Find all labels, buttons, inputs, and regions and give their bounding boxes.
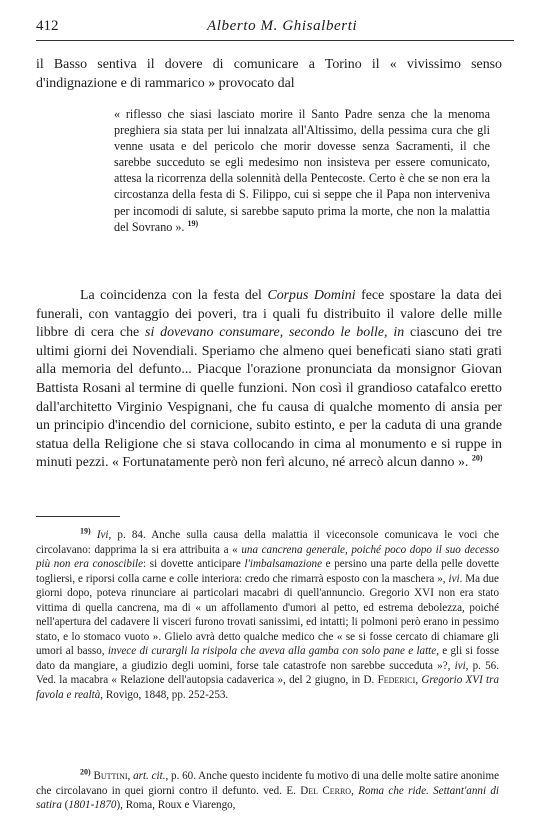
text-run: ), Roma, Roux e Viarengo, xyxy=(116,799,236,812)
opening-paragraph: il Basso sentiva il dovere di comunicare a Torino il « vivissimo senso d'indignazione e di rammarico » provocato dal xyxy=(36,57,502,91)
text-run: : si dovette anticipare xyxy=(143,558,245,571)
main-paragraph xyxy=(36,287,502,473)
running-head: Alberto M. Ghisalberti xyxy=(207,18,358,34)
quote-text: « riflesso che siasi lasciato morire il Santo Padre senza che la menoma preghiera sia stata per lui innalzata all'Altissimo, della pessima cura che gli venne usata e del pericolo che morir dovesse senza Sacramenti, il che sarebbe succeduto se egli medesimo non insisteva per essere comunicato, attesa la ricorrenza della solennità della Pentecoste. Certo è che se non era la circostanza della festa di S. Filippo, cui si seppe che il Papa non interveniva per incomodi di salute, si sarebbe saputo prima la morte, che non la malattia del Sovrano ». xyxy=(114,107,490,234)
author-name: Buttini xyxy=(93,770,128,782)
footnote-ref-20[interactable]: 20) xyxy=(471,453,483,463)
italic-text-run: ivi xyxy=(454,659,466,672)
author-name: Del Cerro xyxy=(300,784,352,797)
text-run: La coincidenza con la festa del xyxy=(80,288,268,303)
book-title: Gregorio XVI tra favola e realtà xyxy=(36,674,500,702)
footnote-number: 20) xyxy=(80,767,91,777)
text-run: , xyxy=(415,674,422,687)
italic-text-run: ivi xyxy=(448,572,460,585)
italic-text-run: Corpus Domini xyxy=(267,288,356,303)
italic-text-run: si dovevano consumare, secondo le bolle, in xyxy=(145,325,405,341)
footnote-ref-19[interactable]: 19) xyxy=(187,218,199,228)
text-run: ciascuno dei tre ultimi giorni dei Novendiali. Speriamo che almeno quei beneficati siano stati grati alla memoria del defunto... Piacque l'orazione pronunciata da monsignor Giovan Battista Rosani al termine di quelle funzioni. Non così il grandioso catafalco eretto dall'architetto Virginio Vespignani, che fu causa di qualche momento di ansia per un principio d'incendio del cornicione, subito estinto, e per la caduta di una grande statua della Religione che si stava collocando in cima al monumento e si ruppe in minuti pezzi. « Fortunatamente però non ferì alcuno, né arrecò alcun danno ». xyxy=(36,325,502,471)
footnote-number: 19) xyxy=(80,526,91,536)
page-number: 412 xyxy=(36,18,59,34)
text-run: , Rovigo, 1848, pp. 252-253. xyxy=(100,689,229,702)
italic-text-run: invece di curargli la risipola che aveva alla gamba con solo pane e latte xyxy=(107,645,437,658)
text-run: ( xyxy=(61,799,69,812)
italic-text-run: art. cit. xyxy=(133,770,166,782)
text-run: , p. 84. Anche sulla causa della malattia il viceconsole comunicava le voci che circolavano: dapprima la si era attribuita a « xyxy=(36,529,500,556)
italic-text-run: l'imbalsamazione xyxy=(244,558,323,571)
italic-text-run: una cancrena generale, poiché poco dopo il suo decesso più non era conoscibile xyxy=(36,543,499,571)
text-run: , p. 60. Anche questo incidente fu motivo di una delle molte satire anonime che circolavano in quei giorni contro il defunto. ved. E. xyxy=(36,770,499,797)
text-run: . Ma due giorni dopo, poteva rinunciare ai particolari macabri di quell'annuncio. Gregorio XVI non era stato vittima di quella cancrena, ma di « un affollamento d'umori al petto, ed estrema debolezza, poiché nell'apertura del cadavere li visceri furono trovati sanissimi, ed intatti; li polmoni però erano in pessimo stato, e lo stomaco vuoto ». Glielo avrà detto qualche medico che « se si fosse cercato di chiamare gli umori al basso, xyxy=(36,572,499,658)
italic-text-run: Ivi xyxy=(96,529,109,541)
page-header xyxy=(36,14,514,41)
text-run: , xyxy=(127,770,134,782)
text-run: , e gli si fosse dato da mangiare, a giudizio degli uomini, forse tale catastrofe non sarebbe succeduta »?, xyxy=(36,645,500,672)
italic-text-run: 1801-1870 xyxy=(68,799,117,812)
author-name: Federici xyxy=(377,674,416,687)
footnote-separator xyxy=(36,516,120,517)
block-quote xyxy=(114,106,490,235)
text-run: , p. 56. Ved. la macabra « Relazione dell'autopsia cadaverica », del 2 giugno, in D. xyxy=(36,659,499,687)
footnote-20 xyxy=(36,769,499,813)
text-run: e persino una parte della pelle dovette togliersi, e riporsi colla carne e colle interiora: credo che rimarrà esposto con la maschera », xyxy=(36,558,499,585)
text-run: fece spostare la data dei funerali, con vantaggio dei poveri, tra i quali fu distribuito il valore delle mille libbre di cera che xyxy=(36,288,502,341)
text-run: , xyxy=(351,784,359,797)
footnote-19 xyxy=(36,528,499,703)
book-title: Roma che ride. Settant'anni di satira xyxy=(36,784,499,812)
